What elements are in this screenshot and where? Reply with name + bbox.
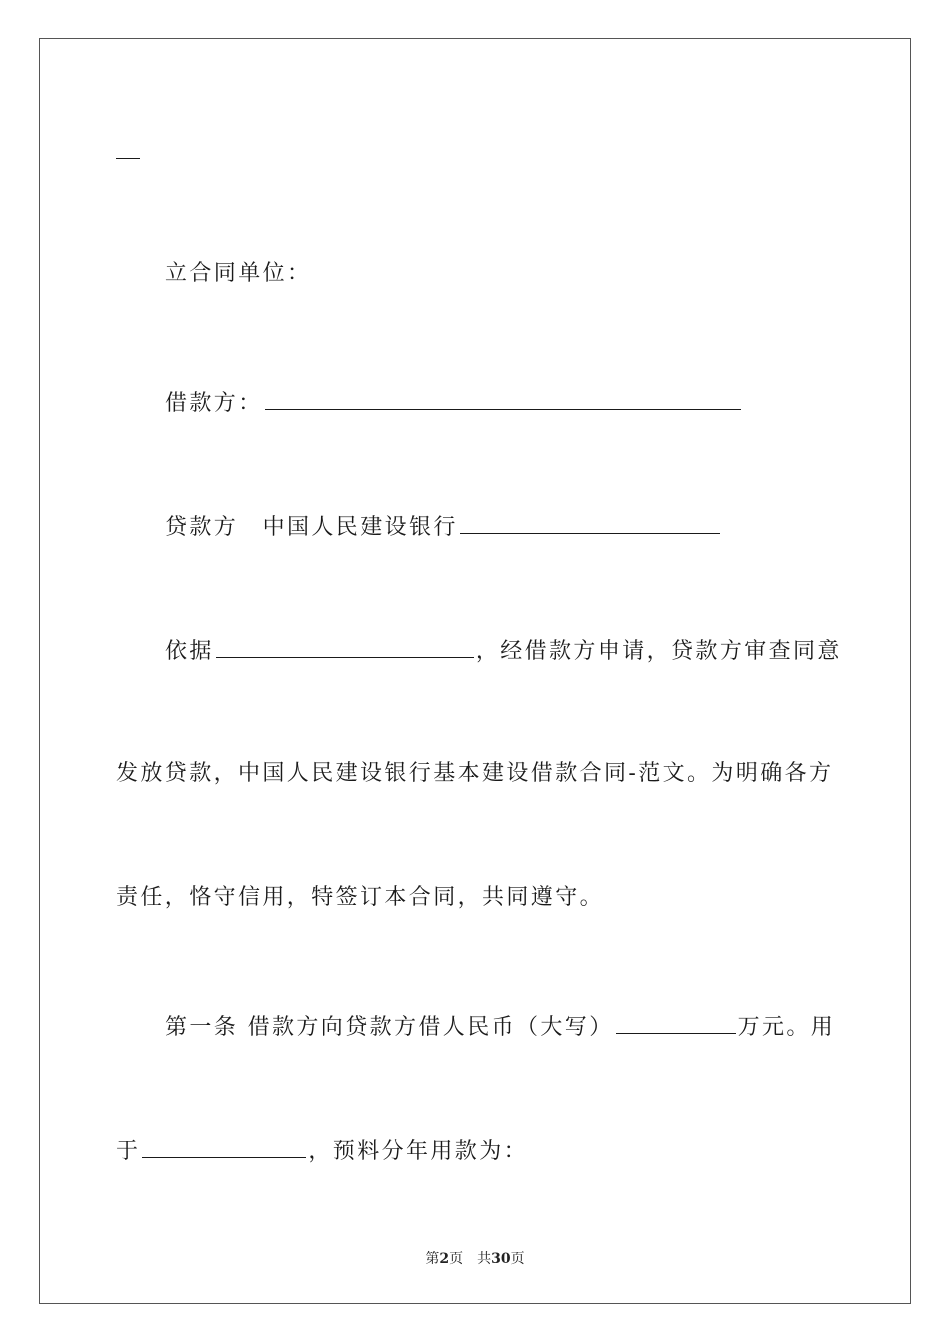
article1-suffix: 万元。用 bbox=[737, 1015, 836, 1040]
para1-line2: 发放贷款，中国人民建设银行基本建设借款合同-范文。为明确各方 bbox=[116, 761, 834, 786]
borrower-line bbox=[165, 389, 743, 415]
page-border bbox=[39, 38, 911, 1304]
para1-prefix: 依据 bbox=[165, 639, 214, 664]
article1-line2-suffix: ，预料分年用款为： bbox=[308, 1139, 529, 1164]
basis-blank bbox=[216, 637, 474, 658]
amount-blank bbox=[616, 1013, 736, 1034]
page-footer bbox=[0, 1248, 950, 1268]
heading-dash bbox=[116, 158, 140, 159]
total-prefix: 共 bbox=[477, 1251, 492, 1267]
borrower-blank bbox=[265, 389, 741, 410]
total-suffix: 页 bbox=[510, 1251, 525, 1267]
article1-line1 bbox=[165, 1013, 835, 1039]
party-header: 立合同单位： bbox=[165, 261, 312, 286]
lender-label: 贷款方 中国人民建设银行 bbox=[165, 515, 458, 540]
lender-blank bbox=[460, 513, 720, 534]
para1-suffix: ，经借款方申请，贷款方审查同意 bbox=[475, 639, 842, 664]
article1-line2 bbox=[116, 1137, 528, 1163]
borrower-label: 借款方： bbox=[165, 391, 263, 416]
article1-prefix: 第一条 借款方向贷款方借人民币（大写） bbox=[165, 1015, 614, 1040]
page-suffix: 页 bbox=[449, 1251, 464, 1267]
article1-line2-prefix: 于 bbox=[116, 1139, 141, 1164]
total-pages: 30 bbox=[491, 1251, 511, 1267]
page-prefix: 第 bbox=[425, 1251, 440, 1267]
para1-line1 bbox=[165, 637, 842, 663]
purpose-blank bbox=[142, 1137, 306, 1158]
page-number: 2 bbox=[439, 1251, 450, 1267]
lender-line bbox=[165, 513, 722, 539]
para1-line3: 责任，恪守信用，特签订本合同，共同遵守。 bbox=[116, 885, 605, 910]
